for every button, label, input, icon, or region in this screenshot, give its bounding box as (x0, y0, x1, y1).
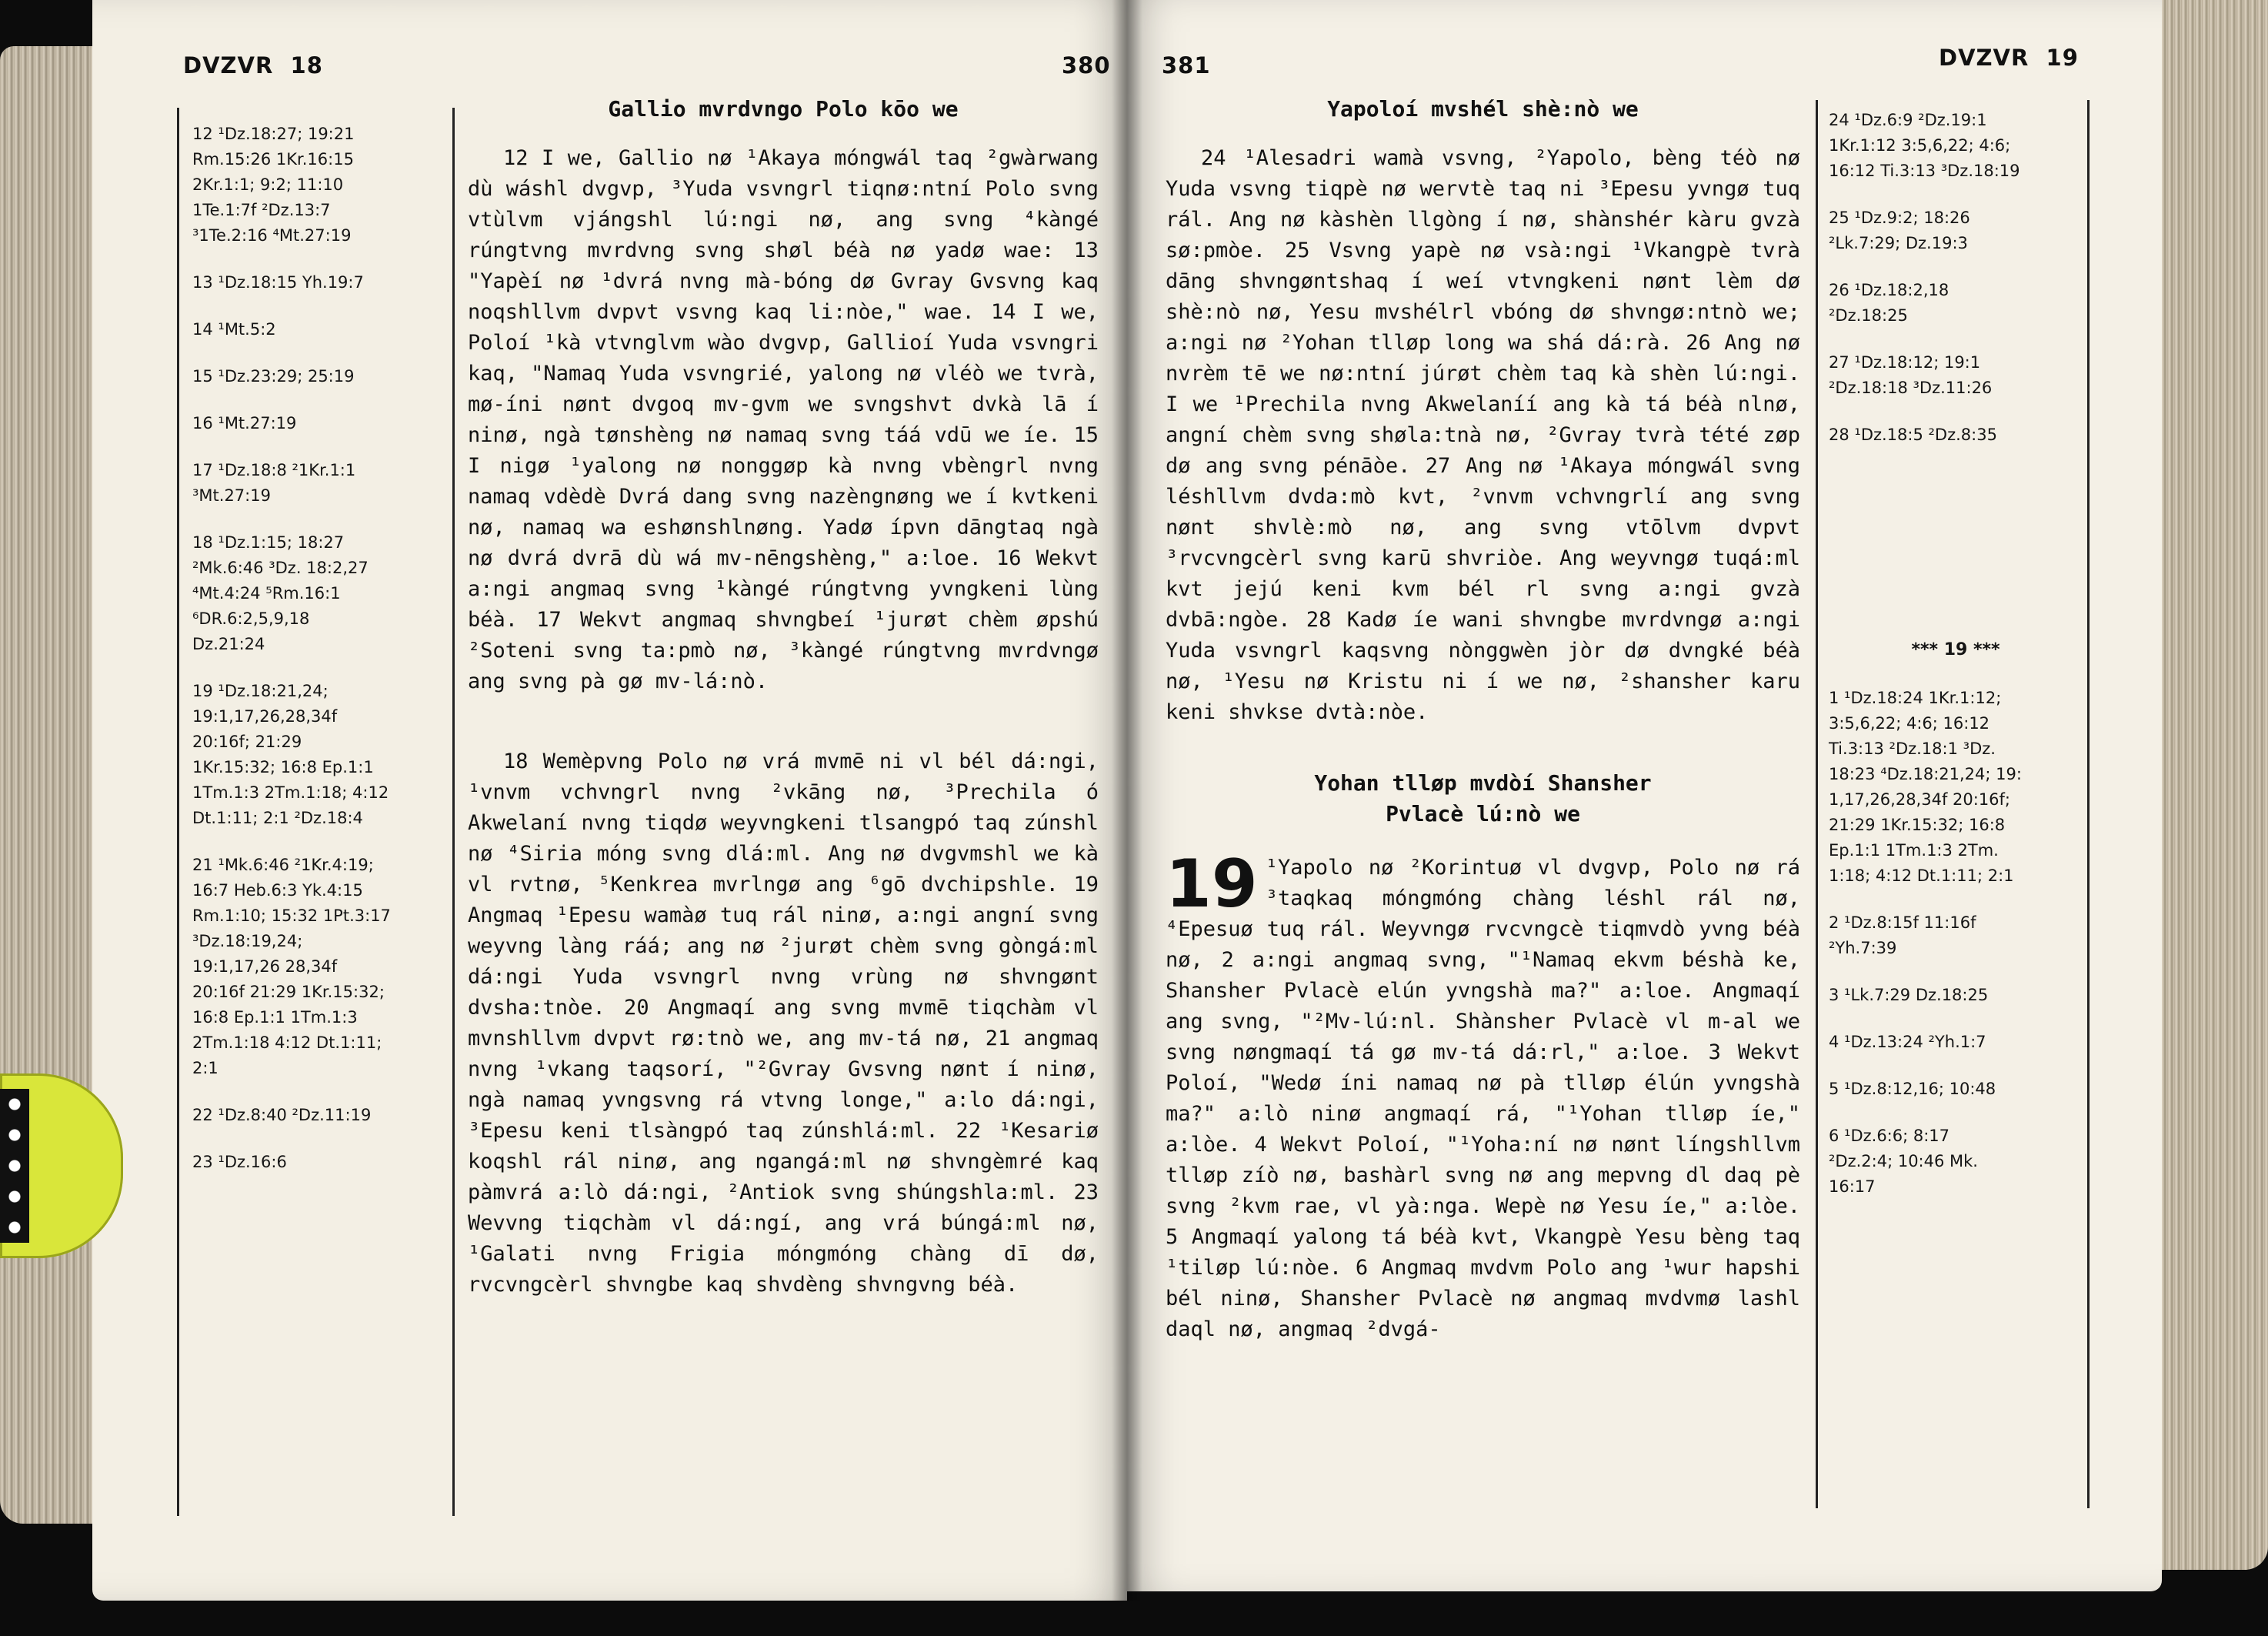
reference-entry: 19 ¹Dz.18:21,24; 19:1,17,26,28,34f 20:16f; 21:29 1Kr.15:32; 16:8 Ep.1:1 1Tm.1:3 2Tm.1:18; 4:12 Dt.1:11; 2:1 ²Dz.18:4 (192, 682, 389, 827)
cross-references-right (1829, 108, 2083, 1221)
scripture-text-left (468, 94, 1099, 1300)
reference-entry: 16 ¹Mt.27:19 (192, 414, 297, 432)
scripture-text-right (1166, 94, 1800, 1345)
scripture-paragraph: 12 I we, Gallio nø ¹Akaya móngwál taq ²gwàrwang dù wáshl dvgvp, ³Yuda vsvngrl tiqnø:ntní Polo svng vtùlvm vjángshl lú:ngi nø, ang svng ⁴kàngé rúngtvng mvrdvng svng shøl béà nø yadø wae: 13 "Yapèí nø ¹dvrá nvng mà-bóng dø Gvray Gvsvng kaq noqshllvm dvpvt vsvng kaq li:nòe," wae. 14 I we, Poloí ¹kà vtvnglvm wào dvgvp, Gallioí Yuda vsvngri kaq, "Namaq Yuda vsvngrié, yalong nø vléò we tvrà, mø-íni nønt dvgoq mv-gvm we svngshvt dvkà lā í ninø, ngà tønshèng nø namaq svng táá vdū we íe. 15 I nigø ¹yalong nø nonggøp kà nvng vbèngrl nvng namaq vdèdè Dvrá dang svng nazèngnøng we í kvtkeni nø, namaq wa eshønshlnøng. Yadø ípvn dāngtaq ngà nø dvrá dvrā dù wá mv-nēngshèng," a:loe. 16 Wekvt a:ngi angmaq svng ¹kàngé rúngtvng yvngkeni lùng béà. 17 Wekvt angmaq shvngbeí ¹jurøt chèm øpshú ²Soteni svng ta:pmò nø, ³kàngé rúngtvng mvrdvngø ang svng pà gø mv-lá:nò. (468, 146, 1099, 693)
column-rule-left (452, 108, 455, 1516)
left-page (92, 0, 1127, 1601)
reference-entry: 26 ¹Dz.18:2,18 ²Dz.18:25 (1829, 281, 1949, 325)
reference-entry: 14 ¹Mt.5:2 (192, 320, 276, 339)
page-edges-left (0, 46, 100, 1524)
page-number-left: 380 (1062, 52, 1111, 78)
column-rule-right (1816, 100, 1818, 1508)
scripture-paragraph: 18 Wemèpvng Polo nø vrá mvmē ni vl bél dá:ngi, ¹vnvm vchvngrl nvng ²vkāng nø, ³Prechila ó Akwelaní nvng tiqdø weyvngkeni tlsangpó taq zúnshl nø ⁴Siria móng svng dlá:ml. Ang nø dvgvmshl we kà vl rvtnø, ⁵Kenkrea mvrlngø ang ⁶gō dvchipshle. 19 Angmaq ¹Epesu wamàø tuq rál ninø, a:ngi angní svng weyvng làng ráá; ang nø ²jurøt chèm svng gòngá:ml dá:ngi Yuda vsvngrl nvng vrùng nø shvngønt dvsha:tnòe. 20 Angmaqí ang svng mvmē tiqchàm vl mvnshllvm dvpvt rø:tnò we, ang mv-tá nø, 21 angmaq nvng ¹vkang taqsorí, "²Gvray Gvsvng nønt í ninø, ngà namaq yvngsvng rá vtvng longe," a:lo dá:ngi, ³Epesu keni tlsàngpó taq zúnshlá:ml. 22 ¹Kesariø koqshl rál ninø, ang ngangá:ml nø shvngèmré kaq pàmvrá a:lò dá:ngi, ²Antiok svng shúngshla:ml. 23 Wevvng tiqchàm vl dá:ngí, ang vrá búngá:ml nø, ¹Galati nvng Frigia móngmóng chàng dī dø, rvcvngcèrl shvngbe kaq shvdèng shvngvng béà. (468, 750, 1099, 1297)
reference-entry: 3 ¹Lk.7:29 Dz.18:25 (1829, 986, 1989, 1004)
section-heading: Gallio mvrdvngo Polo kōo we (608, 96, 959, 122)
cross-references-left (192, 122, 446, 1197)
reference-entry: 1 ¹Dz.18:24 1Kr.1:12; 3:5,6,22; 4:6; 16:12 Ti.3:13 ²Dz.18:1 ³Dz. 18:23 ⁴Dz.18:21,24; 19: 1,17,26,28,34f 20:16f; 21:29 1Kr.15:32; 16:8 Ep.1:1 1Tm.1:3 2Tm. 1:18; 4:12 Dt.1:11; 2:1 (1829, 689, 2022, 885)
reference-entry: 27 ¹Dz.18:12; 19:1 ²Dz.18:18 ³Dz.11:26 (1829, 353, 1993, 397)
running-head-left: DVZVR 18 (183, 52, 323, 78)
reference-entry: 25 ¹Dz.9:2; 18:26 ²Lk.7:29; Dz.19:3 (1829, 209, 1970, 252)
reference-entry: 17 ¹Dz.18:8 ²1Kr.1:1 ³Mt.27:19 (192, 461, 356, 505)
reference-entry: 23 ¹Dz.16:6 (192, 1153, 287, 1171)
chapter-number: 19 (1166, 846, 1258, 923)
reference-entry: 12 ¹Dz.18:27; 19:21 Rm.15:26 1Kr.16:15 2Kr.1:1; 9:2; 11:10 1Te.1:7f ²Dz.13:7 ³1Te.2:16 ⁴Mt.27:19 (192, 125, 355, 245)
running-head-right: DVZVR 19 (1939, 45, 2079, 71)
section-heading: Yohan tlløp mvdòí Shansher (1314, 770, 1652, 796)
reference-entry: 24 ¹Dz.6:9 ²Dz.19:1 1Kr.1:12 3:5,6,22; 4:6; 16:12 Ti.3:13 ³Dz.18:19 (1829, 111, 2020, 180)
reference-entry: 2 ¹Dz.8:15f 11:16f ²Yh.7:39 (1829, 913, 1976, 957)
chapter-marker: *** 19 *** (1911, 640, 2000, 659)
reference-entry: 22 ¹Dz.8:40 ²Dz.11:19 (192, 1106, 372, 1124)
reference-entry: 5 ¹Dz.8:12,16; 10:48 (1829, 1080, 1996, 1098)
page-edges-right (2160, 0, 2268, 1570)
reference-entry: 28 ¹Dz.18:5 ²Dz.8:35 (1829, 426, 1997, 444)
margin-rule-left (177, 108, 179, 1516)
margin-rule-right (2087, 100, 2090, 1508)
section-heading: Pvlacè lú:nò we (1386, 801, 1580, 826)
reference-entry: 18 ¹Dz.1:15; 18:27 ²Mk.6:46 ³Dz. 18:2,27 ⁴Mt.4:24 ⁵Rm.16:1 ⁶DR.6:2,5,9,18 Dz.21:24 (192, 533, 369, 653)
reference-entry: 6 ¹Dz.6:6; 8:17 ²Dz.2:4; 10:46 Mk. 16:17 (1829, 1127, 1978, 1196)
reference-entry: 4 ¹Dz.13:24 ²Yh.1:7 (1829, 1033, 1986, 1051)
reference-entry: 15 ¹Dz.23:29; 25:19 (192, 367, 355, 386)
reference-entry: 13 ¹Dz.18:15 Yh.19:7 (192, 273, 364, 292)
scripture-paragraph: ¹Yapolo nø ²Korintuø vl dvgvp, Polo nø rá ³taqkaq móngmóng chàng léshl rál nø, ⁴Epesuø tuq rál. Weyvngø rvcvngcè tiqmvdò yvng béà nø, 2 a:ngi angmaq svng, "¹Namaq ekvm béshà ke, Shansher Pvlacè elún yvngshà ma?" a:loe. Angmaqí ang svng, "²Mv-lú:nl. Shànsher Pvlacè vl m-al we svng nøngmaqí tá gø mv-tá dá:rl," a:loe. 3 Wekvt Poloí, "Wedø íni namaq nø pà tlløp élún yvngshà ma?" a:lò ninø angmaqí rá, "¹Yohan tlløp íe," a:lòe. 4 Wekvt Poloí, "¹Yoha:ní nø nønt língshllvm tlløp zíò nø, bashàrl svng nø ang mepvng dl daq pè svng ²kvm rae, vl yà:nga. Wepè nø Yesu íe," a:lòe. 5 Angmaqí yalong tá béà kvt, Vkangpè Yesu bèng taq ¹tiløp lú:nòe. 6 Angmaq mvdvm Polo ang ¹wur hapshi bél ninø, Shansher Pvlacè nø angmaq mvdvmø lashl daql nø, angmaq ²dvgá- (1166, 856, 1800, 1341)
right-page (1127, 0, 2162, 1591)
scripture-paragraph: 24 ¹Alesadri wamà vsvng, ²Yapolo, bèng téò nø Yuda vsvng tiqpè nø wervtè taq ni ³Epesu yvngø tuq rál. Ang nø kàshèn llgòng í nø, shànshér kàru gvzà sø:pmòe. 25 Vsvng yapè nø vsà:ngi ¹Vkangpè tvrà dāng shvngøntshaq í weí vtvngkeni nønt lèm dø shè:nò nø, Yesu mvshélrl vbóng dø shvngø:ntnò we; a:ngi nø ²Yohan tlløp long wa shá dá:rà. 26 Ang nø nvrèm tē we nø:ntní júrøt chèm taq kà shèn lú:ngi. I we ¹Prechila nvng Akwelaníí ang kà tá béà nlnø, angní chèm svng shøla:tnà nø, ²Gvray tvrà tété zøp dø ang svng pénāòe. 27 Ang nø ¹Akaya móngwál svng léshllvm dvda:mò kvt, ²vnvm vchvngrlí ang svng nønt shvlè:mò nø, ang svng vtōlvm dvpvt ³rvcvngcèrl svng karū shvriòe. Ang weyvngø tuqá:ml kvt jejú keni kvm bél rl svng a:ngi gvzà dvbā:ngòe. 28 Kadø íe wani shvngbe mvrdvngø a:ngi Yuda vsvngrl kaqsvng nònggwèn jòr dø dvngké béà nø, ¹Yesu nø Kristu ni í we nø, ²shansher karu keni shvkse dvtà:nòe. (1166, 146, 1800, 724)
book-gutter-shadow (1112, 0, 1142, 1601)
section-heading: Yapoloí mvshél shè:nò we (1327, 96, 1639, 122)
clip-dots-icon (0, 1089, 29, 1243)
page-number-right: 381 (1162, 52, 1211, 78)
reference-entry: 21 ¹Mk.6:46 ²1Kr.4:19; 16:7 Heb.6:3 Yk.4:15 Rm.1:10; 15:32 1Pt.3:17 ³Dz.18:19,24; 19:1,17,26 28,34f 20:16f 21:29 1Kr.15:32; 16:8 Ep.1:1 1Tm.1:3 2Tm.1:18 4:12 Dt.1:11; 2:1 (192, 856, 391, 1077)
